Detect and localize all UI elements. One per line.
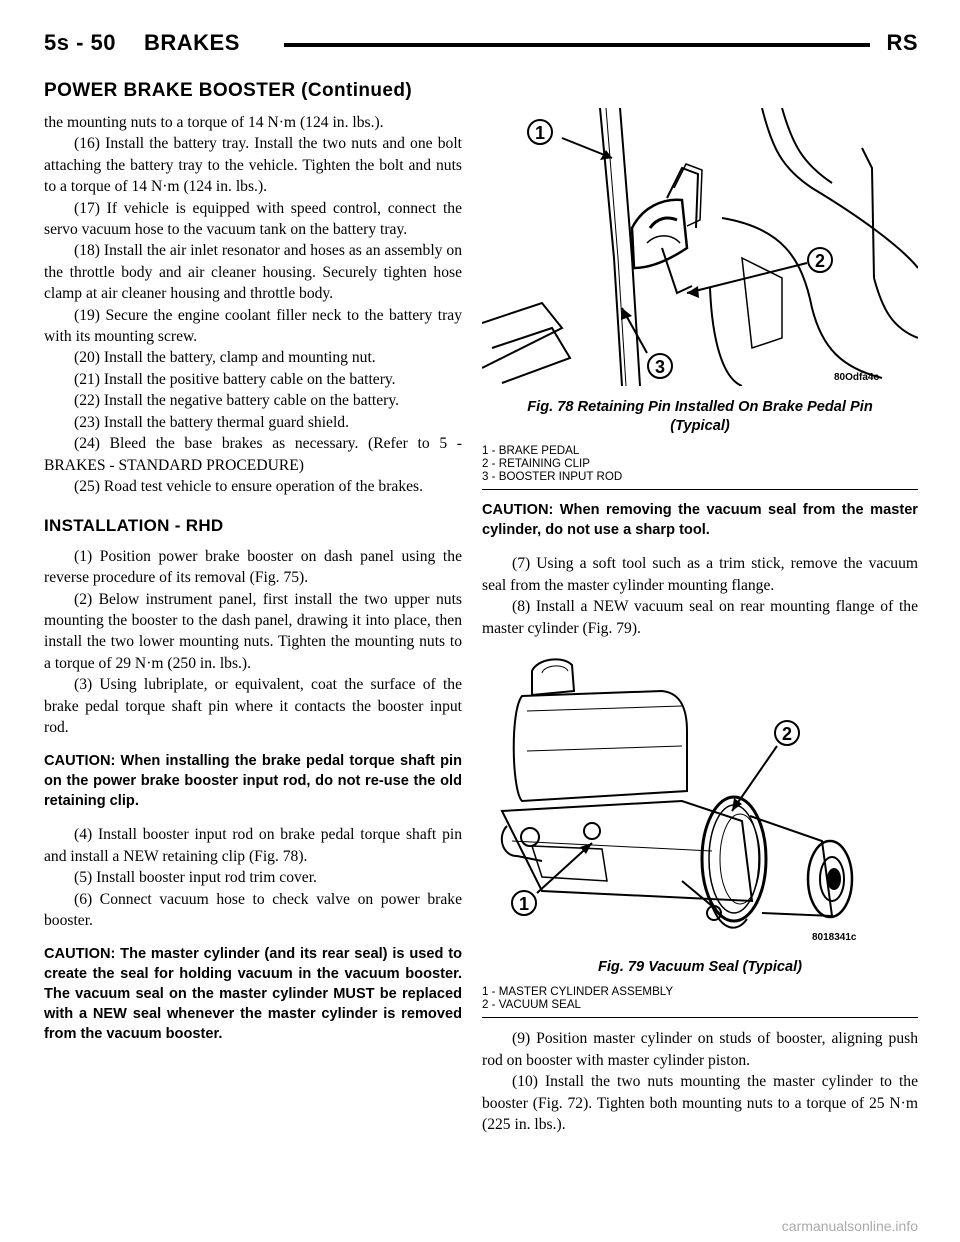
callout-1: 1: [534, 123, 546, 143]
legend-item: 1 - MASTER CYLINDER ASSEMBLY: [482, 985, 674, 999]
caution-master-cylinder: CAUTION: The master cylinder (and its rear seal) is used to create the seal for holding vacuum in the vacuum booster. The vacuum seal on the master cylinder MUST be replaced with a NEW seal whenever the master cylinder is removed from the vacuum booster.: [44, 946, 462, 1043]
callout-3: 3: [654, 357, 666, 377]
legend-item: 2 - VACUUM SEAL: [482, 998, 581, 1012]
rhd-step-4: (4) Install booster input rod on brake pedal torque shaft pin and install a NEW retaining clip (Fig. 78).: [44, 826, 462, 865]
step-21: (21) Install the positive battery cable on the battery.: [74, 370, 396, 388]
step-9: (9) Position master cylinder on studs of booster, aligning push rod on booster with master cylinder piston.: [482, 1030, 918, 1069]
step-18: (18) Install the air inlet resonator and hoses as an assembly on the throttle body and air cleaner housing. Securely tighten hose clamp at air cleaner housing and throttle body.: [44, 242, 462, 303]
callout-1: 2: [781, 724, 793, 745]
figure-79: [482, 651, 918, 1018]
watermark: carmanualsonline.info: [781, 1218, 918, 1234]
legend-item: 2 - RETAINING CLIP: [482, 457, 591, 471]
rhd-step-1: (1) Position power brake booster on dash panel using the reverse procedure of its removal (Fig. 75).: [44, 547, 462, 587]
rhd-step-3: (3) Using lubriplate, or equivalent, coat the surface of the brake pedal torque shaft pin where it contacts the booster input rod.: [44, 676, 462, 736]
continued-heading: POWER BRAKE BOOSTER (Continued): [44, 80, 413, 101]
figure-79-legend: [482, 985, 918, 1018]
callout-2: 2: [814, 251, 826, 271]
step-17: (17) If vehicle is equipped with speed control, connect the servo vacuum hose to the vacuum tank on the battery tray.: [44, 199, 462, 239]
step-22: (22) Install the negative battery cable on the battery.: [74, 392, 400, 410]
rhd-step-2: (2) Below instrument panel, first install the two upper nuts mounting the booster to the dash panel, drawing it into place, then install the two lower mounting nuts. Tighten the mounting nuts to a torque of 29 N·m (250 in. lbs.).: [44, 590, 462, 672]
caption-line: (Typical): [670, 418, 730, 435]
right-column: [482, 108, 918, 1135]
figure-78: [482, 108, 918, 490]
step-25: (25) Road test vehicle to ensure operation of the brakes.: [74, 477, 424, 495]
step-7: (7) Using a soft tool such as a trim stick, remove the vacuum seal from the master cylinder mounting flange.: [482, 555, 918, 594]
header-rule: [284, 43, 870, 47]
rhd-step-6: (6) Connect vacuum hose to check valve on power brake booster.: [44, 890, 462, 929]
model-code: RS: [886, 30, 918, 55]
master-cylinder-illustration: [482, 651, 918, 946]
caption-line: Fig. 78 Retaining Pin Installed On Brake Pedal Pin: [527, 399, 873, 416]
installation-rhd-heading: INSTALLATION - RHD: [44, 516, 224, 536]
step-8: (8) Install a NEW vacuum seal on rear mounting flange of the master cylinder (Fig. 79).: [482, 598, 918, 637]
left-column: [44, 112, 462, 1057]
legend-item: 1 - BRAKE PEDAL: [482, 444, 580, 458]
page-header: [44, 30, 918, 64]
figure-79-caption: Fig. 79 Vacuum Seal (Typical): [597, 959, 803, 976]
section-title: BRAKES: [144, 30, 240, 55]
page-number: 5s - 50: [44, 30, 116, 55]
step-23: (23) Install the battery thermal guard shield.: [74, 413, 349, 431]
step-19: (19) Secure the engine coolant filler neck to the battery tray with its mounting screw.: [44, 306, 462, 346]
step-16: (16) Install the battery tray. Install the two nuts and one bolt attaching the battery tray to the vehicle. Tighten the bolt and nuts to a torque of 14 N·m (124 in. lbs.).: [44, 135, 462, 196]
figure-78-caption: [482, 398, 918, 436]
legend-item: 3 - BOOSTER INPUT ROD: [482, 470, 623, 484]
retaining-pin-illustration: [482, 108, 918, 386]
paragraph: the mounting nuts to a torque of 14 N·m (124 in. lbs.).: [44, 114, 384, 131]
figure-id: 80Odfa4c: [834, 372, 880, 383]
step-20: (20) Install the battery, clamp and mounting nut.: [74, 349, 376, 367]
figure-id: 8018341c: [812, 932, 857, 944]
rhd-step-5: (5) Install booster input rod trim cover.: [74, 869, 317, 887]
step-24: (24) Bleed the base brakes as necessary. (Refer to 5 - BRAKES - STANDARD PROCEDURE): [44, 435, 462, 474]
caution-sharp-tool: CAUTION: When removing the vacuum seal from the master cylinder, do not use a sharp tool.: [482, 502, 918, 539]
caution-retaining-clip: CAUTION: When installing the brake pedal torque shaft pin on the power brake booster input rod, do not re-use the old retaining clip.: [44, 753, 462, 810]
step-10: (10) Install the two nuts mounting the master cylinder to the booster (Fig. 72). Tighten both mounting nuts to a torque of 25 N·m (225 in. lbs.).: [482, 1073, 918, 1134]
figure-78-legend: [482, 444, 918, 490]
callout-2: 1: [518, 894, 530, 915]
